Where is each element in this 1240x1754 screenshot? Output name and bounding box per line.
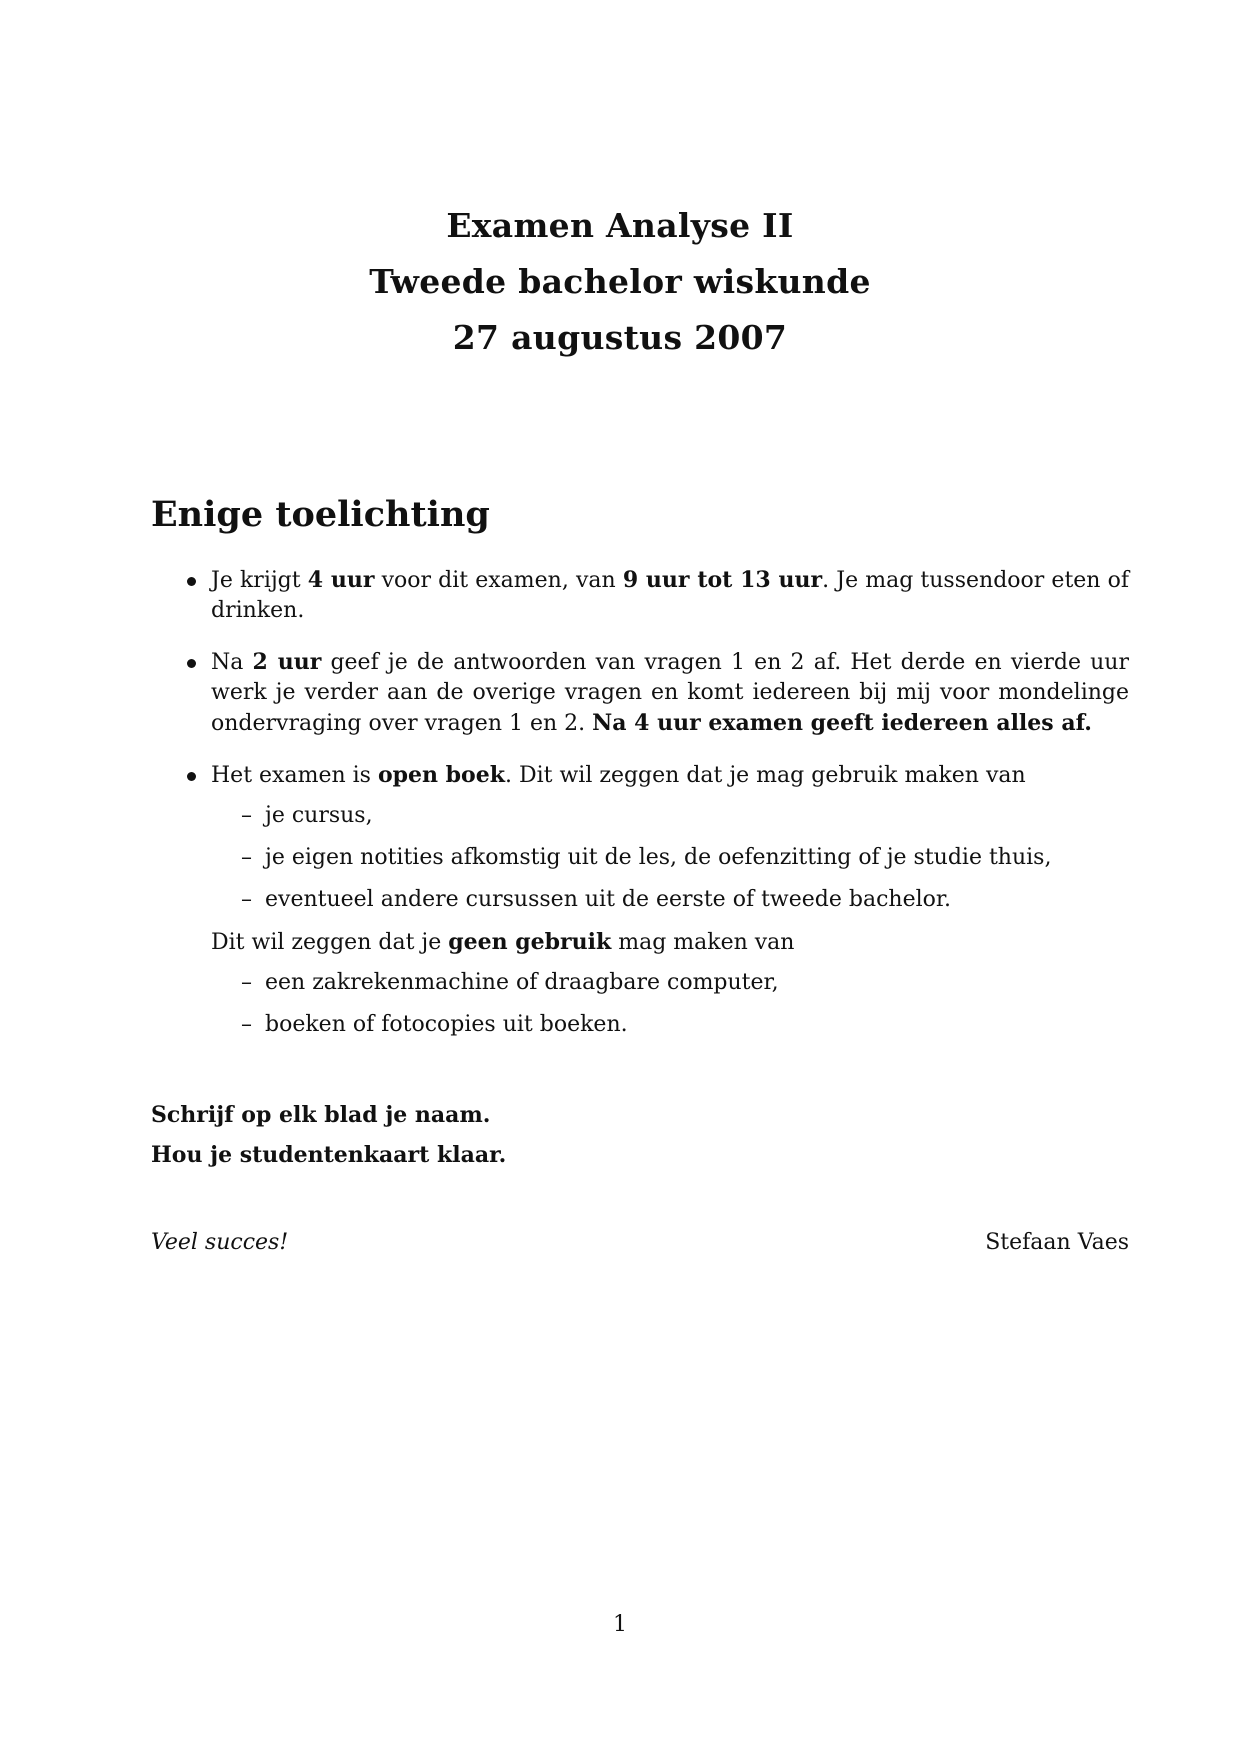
- bold-run: Na 4 uur examen geeft iedereen alles af.: [592, 710, 1092, 736]
- text-run: voor dit examen, van: [374, 568, 623, 593]
- text-run: Na: [211, 650, 253, 675]
- exam-title: Examen Analyse II: [446, 206, 794, 245]
- forbidden-list: [211, 968, 1129, 1040]
- closing-instructions: [151, 1095, 506, 1175]
- bullet-text: [211, 760, 1129, 791]
- text-run: Het examen is: [211, 763, 378, 788]
- bold-run: open boek: [377, 762, 505, 788]
- list-item-text: je eigen notities afkomstig uit de les, de oefenzitting of je studie thuis,: [265, 845, 1052, 870]
- allowed-item: [211, 885, 1129, 915]
- dash-icon: –: [241, 887, 252, 912]
- section-heading: Enige toelichting: [151, 494, 490, 535]
- dash-icon: –: [241, 970, 252, 995]
- bullet-icon: [187, 577, 196, 586]
- forbidden-intro: [211, 927, 1129, 958]
- instructions-list: [151, 565, 1129, 1061]
- list-item-text: een zakrekenmachine of draagbare computer,: [265, 970, 779, 995]
- text-run: . Je mag tussendoor eten of drinken.: [211, 568, 1129, 623]
- exam-date: 27 augustus 2007: [452, 318, 788, 357]
- text-run: Dit wil zeggen dat je: [211, 930, 449, 955]
- bullet-item-open-book: [151, 760, 1129, 1040]
- bold-run: 2 uur: [252, 649, 322, 675]
- bullet-text: [211, 647, 1129, 739]
- text-run: . Dit wil zeggen dat je mag gebruik maken van: [504, 763, 1026, 788]
- text-run: mag maken van: [611, 930, 795, 955]
- text-run: geef je de antwoorden van vragen 1 en 2 af. Het derde en vierde uur werk je verder aan de overige vragen en komt iedereen bij mij voor mondelinge ondervraging over vragen 1 en 2.: [211, 650, 1129, 736]
- allowed-item: [211, 801, 1129, 831]
- list-item-text: boeken of fotocopies uit boeken.: [265, 1012, 628, 1037]
- author-name: Stefaan Vaes: [985, 1230, 1129, 1255]
- dash-icon: –: [241, 803, 252, 828]
- bullet-icon: [187, 772, 196, 781]
- bold-run: geen gebruik: [448, 929, 612, 955]
- bullet-icon: [187, 659, 196, 668]
- bullet-text: [211, 565, 1129, 626]
- student-card-line: Hou je studentenkaart klaar.: [151, 1142, 507, 1168]
- forbidden-item: [211, 968, 1129, 998]
- list-item-text: je cursus,: [265, 803, 373, 828]
- text-run: Je krijgt: [211, 568, 308, 593]
- bold-run: 4 uur: [307, 567, 375, 593]
- bold-run: 9 uur tot 13 uur: [622, 567, 823, 593]
- allowed-item: [211, 843, 1129, 873]
- dash-icon: –: [241, 845, 252, 870]
- forbidden-item: [211, 1010, 1129, 1040]
- dash-icon: –: [241, 1012, 252, 1037]
- title-block: [0, 198, 1240, 366]
- bullet-item-duration: [151, 565, 1129, 626]
- bullet-item-schedule: [151, 647, 1129, 739]
- good-luck-text: Veel succes!: [151, 1230, 289, 1255]
- page-number: 1: [613, 1612, 627, 1637]
- exam-subtitle: Tweede bachelor wiskunde: [369, 262, 871, 301]
- write-name-line: Schrijf op elk blad je naam.: [151, 1102, 491, 1128]
- list-item-text: eventueel andere cursussen uit de eerste of tweede bachelor.: [265, 887, 951, 912]
- allowed-list: [211, 801, 1129, 915]
